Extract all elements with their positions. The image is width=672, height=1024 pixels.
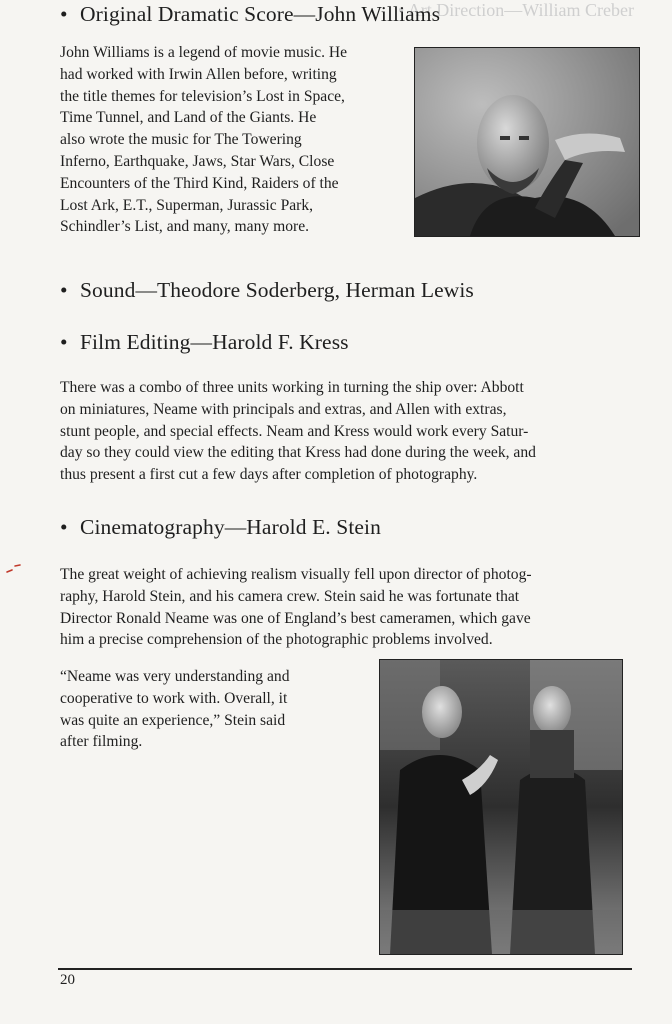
bullet: • bbox=[60, 330, 68, 354]
editing-line: There was a combo of three units working in turning the ship over: Abbott bbox=[60, 379, 524, 396]
footer-rule bbox=[58, 968, 632, 970]
score-line: had worked with Irwin Allen before, writing bbox=[60, 65, 337, 83]
quote-line: after filming. bbox=[60, 733, 143, 751]
sound-heading-text: Sound—Theodore Soderberg, Herman Lewis bbox=[80, 278, 474, 302]
cinematography-line: raphy, Harold Stein, and his camera crew. Stein said he was fortunate that bbox=[60, 587, 520, 605]
editing-line: thus present a first cut a few days after completion of photography. bbox=[60, 466, 478, 484]
quote-line: cooperative to work with. Overall, it bbox=[60, 689, 288, 707]
bullet: • bbox=[60, 2, 68, 26]
cinematography-heading-text: Cinematography—Harold E. Stein bbox=[80, 515, 381, 539]
cinematography-line: Director Ronald Neame was one of England’s best cameramen, which gave bbox=[60, 609, 531, 627]
editing-line: on miniatures, Neame with principals and extras, and Allen with extras, bbox=[60, 400, 507, 418]
editing-heading bbox=[60, 330, 349, 355]
editing-heading-text: Film Editing—Harold F. Kress bbox=[80, 330, 349, 354]
score-heading bbox=[60, 2, 440, 27]
score-line: Lost Ark, E.T., Superman, Jurassic Park, bbox=[60, 196, 314, 214]
editing-line: stunt people, and special effects. Neam and Kress would work every Satur- bbox=[60, 422, 529, 440]
cinematography-heading bbox=[60, 515, 381, 540]
cinematography-paragraph bbox=[60, 564, 532, 651]
score-line: Inferno, Earthquake, Jaws, Star Wars, Close bbox=[60, 152, 335, 170]
editing-line: day so they could view the editing that Kress had done during the week, and bbox=[60, 444, 536, 462]
quote-line: “Neame was very understanding and bbox=[60, 668, 290, 685]
score-line: the title themes for television’s Lost in Space, bbox=[60, 87, 345, 105]
margin-pen-mark bbox=[5, 562, 23, 576]
cinematography-line: The great weight of achieving realism visually fell upon director of photog- bbox=[60, 566, 532, 583]
score-line: also wrote the music for The Towering bbox=[60, 131, 302, 149]
stein-quote bbox=[60, 666, 290, 753]
bullet: • bbox=[60, 278, 68, 302]
score-line: Schindler’s List, and many, many more. bbox=[60, 218, 310, 236]
score-line: Encounters of the Third Kind, Raiders of the bbox=[60, 174, 339, 192]
cinematography-line: him a precise comprehension of the photographic problems involved. bbox=[60, 631, 493, 649]
quote-line: was quite an experience,” Stein said bbox=[60, 711, 286, 729]
john-williams-photo bbox=[414, 47, 640, 237]
neame-stein-photo bbox=[379, 659, 623, 955]
editing-paragraph bbox=[60, 377, 536, 486]
bleed-through-text: • Art Direction—William Creber bbox=[398, 0, 635, 20]
score-line: Time Tunnel, and Land of the Giants. He bbox=[60, 109, 317, 127]
bullet: • bbox=[60, 515, 68, 539]
score-paragraph bbox=[60, 42, 347, 238]
page-number: 20 bbox=[60, 972, 75, 988]
sound-heading bbox=[60, 278, 474, 303]
score-line: John Williams is a legend of movie music. He bbox=[60, 44, 348, 61]
score-heading-text: Original Dramatic Score—John Williams bbox=[80, 2, 441, 26]
